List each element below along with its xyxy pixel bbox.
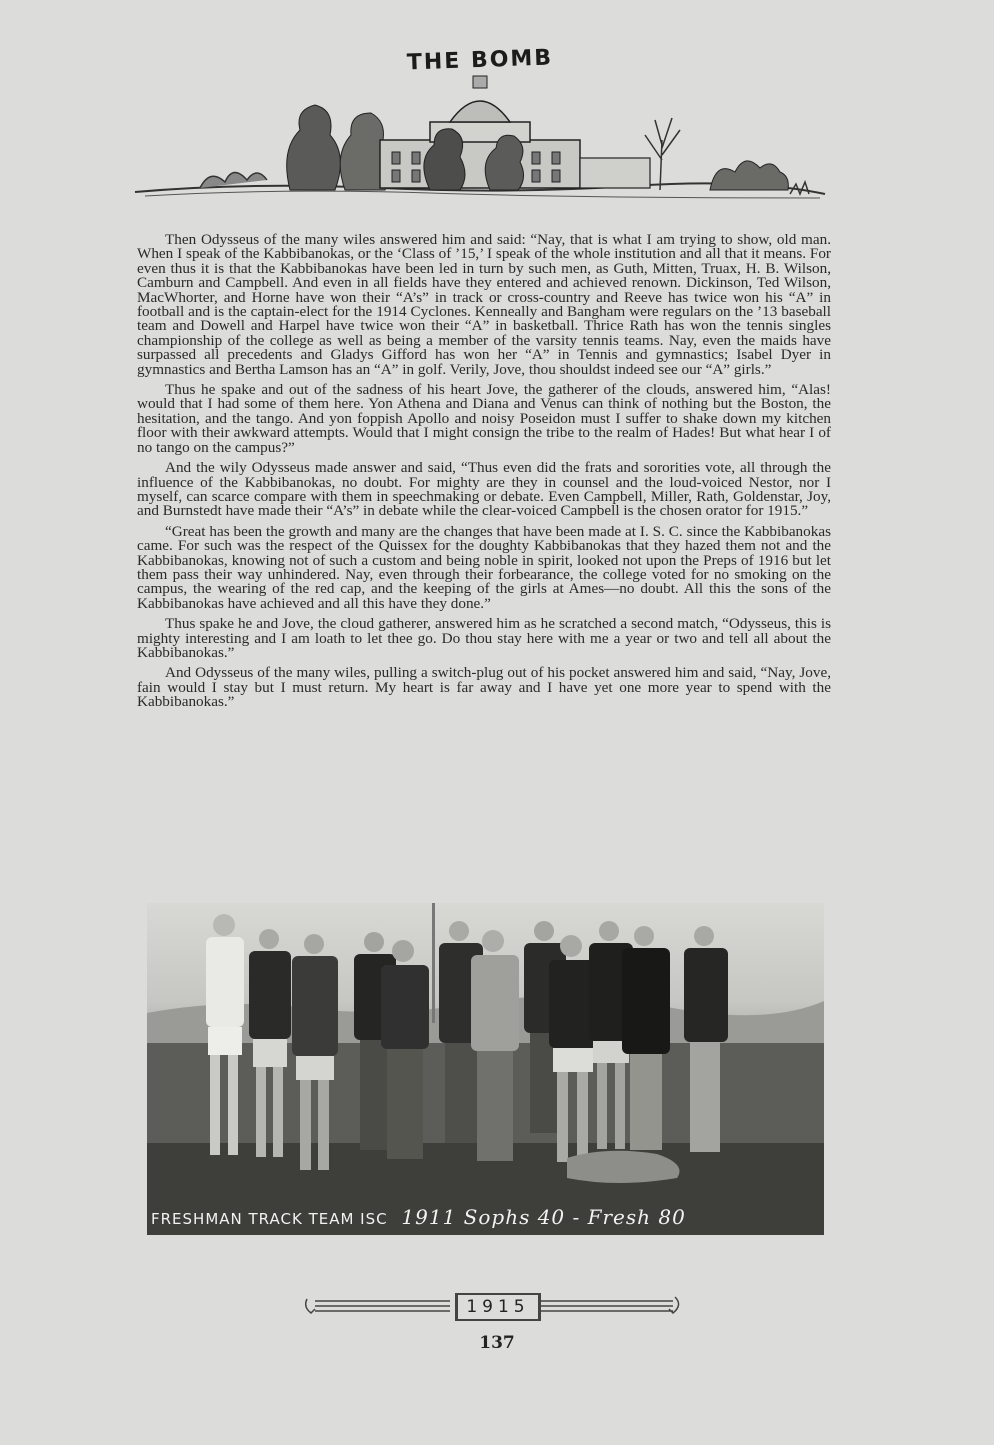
photo-caption	[147, 1205, 824, 1229]
footer-ornament	[305, 1291, 685, 1321]
paragraph: And the wily Odysseus made answer and said, “Thus even did the frats and sororities vote, all through the influence of the Kabbibanokas, no doubt. For mighty are they in counsel and the loud-voiced Nestor, nor I myself, can scarce compare with them in speechmaking or debate. Even Campbell, Miller, Rath, Goldenstar, Joy, and Burnstedt have made their “A’s” in debate while the clear-voiced Campbell is the chosen orator for 1915.”	[137, 459, 831, 520]
photo-caption-handwritten: 1911 Sophs 40 - Fresh 80	[401, 1205, 686, 1229]
paragraph: Then Odysseus of the many wiles answered him and said: “Nay, that is what I am trying to show, old man. When I speak of the Kabbibanokas, or the ‘Class of ’15,’ I speak of the whole institution and all that it means. For even thus it is that the Kabbibanokas have been led in turn by such men, as Guth, Mitten, Truax, H. B. Wilson, Camburn and Campbell. And even in all fields have they entered and achieved renown. Dickinson, Ted Wilson, MacWhorter, and Horne have won their “A’s” in track or cross-country and Reeve has twice won his “A” in football and is the captain-elect for the 1914 Cyclones. Kenneally and Bangham were regulars on the ’13 baseball team and Dowell and Harpel have twice won their “A” in basketball. Thrice Rath has won the tennis singles championship of the college as well as being a member of the varsity tennis teams. Nay, even the maids have surpassed all precedents and Gladys Gifford has won her “A” in Tennis and gymnastics; Isabel Dyer in gymnastics and Bertha Lamson has an “A” in golf. Verily, Jove, thou shouldst indeed see our “A” girls.”	[137, 231, 831, 378]
article-body	[137, 233, 831, 716]
paragraph: Thus he spake and out of the sadness of his heart Jove, the gatherer of the clouds, answered him, “Alas! would that I had some of them here. Yon Athena and Diana and Venus can think of nothing but the Boston, the hesitation, and the tango. And yon foppish Apollo and noisy Poseidon must I suffer to shake down my kitchen floor with their awkward attempts. Would that I might consign the tribe to the realm of Hades! But what hear I of no tango on the campus?”	[137, 381, 831, 456]
campus-illustration	[130, 70, 830, 210]
paragraph: And Odysseus of the many wiles, pulling a switch-plug out of his pocket answered him and said, “Nay, Jove, fain would I stay but I must return. My heart is far away and I have yet one more year to spend with the Kabbibanokas.”	[137, 664, 831, 711]
team-photo-figures	[147, 903, 824, 1235]
page-header	[130, 40, 830, 210]
paragraph: “Great has been the growth and many are the changes that have been made at I. S. C. since the Kabbibanokas came. For such was the respect of the Quissex for the doughty Kabbibanokas that they hazed them not and the Kabbibanokas, knowing not of such a custom and being noble in spirit, looked not upon the Preps of 1916 but let them pass their way unhindered. Nay, even through their forbearance, the college voted for no smoking on the campus, the wearing of the red cap, and the keeping of the girls at Ames—no doubt. All this the sons of the Kabbibanokas have achieved and all this have they done.”	[137, 522, 831, 612]
footer-year-label: 1915	[455, 1293, 541, 1321]
page-number: 137	[479, 1333, 515, 1353]
team-photo	[147, 903, 824, 1235]
paragraph: Thus spake he and Jove, the cloud gatherer, answered him as he scratched a second match, “Odysseus, this is mighty interesting and I am loath to let thee go. Do thou stay here with me a year or two and tell all about the Kabbibanokas.”	[137, 615, 831, 661]
header-title: THE BOMB	[406, 45, 554, 76]
photo-caption-printed: FRESHMAN TRACK TEAM ISC	[151, 1210, 388, 1228]
